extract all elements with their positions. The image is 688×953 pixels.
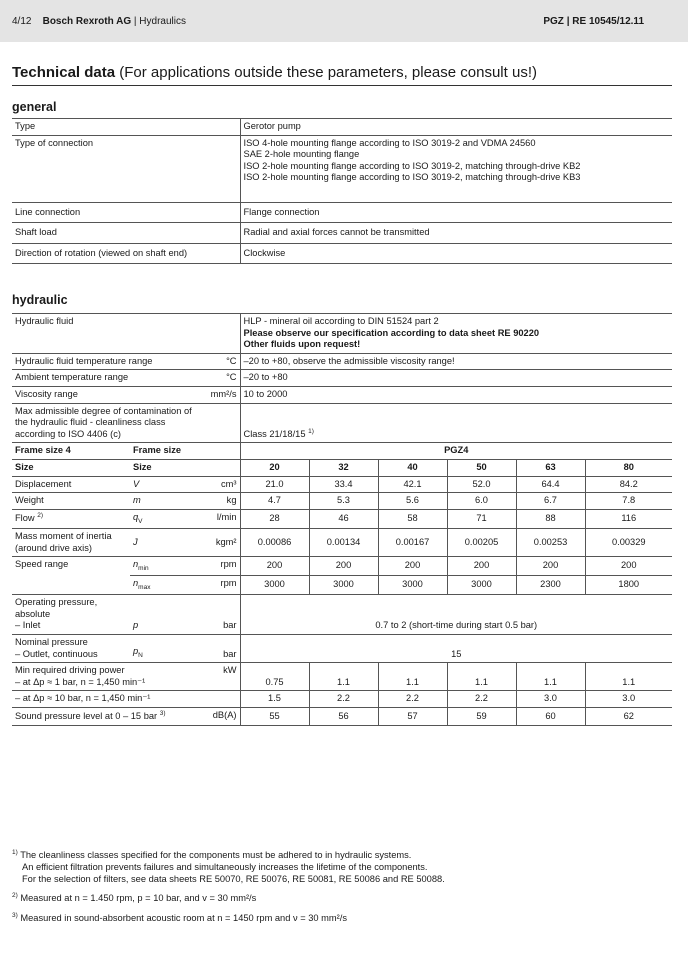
row-label <box>12 387 240 404</box>
contam-line: Max admissible degree of contamination of <box>15 405 192 416</box>
table-row <box>12 223 672 244</box>
title-rule <box>12 85 672 86</box>
row-label <box>12 663 240 691</box>
value-cell: 0.00205 <box>447 528 516 556</box>
value-cell: 200 <box>309 557 378 576</box>
table-row <box>12 509 672 528</box>
unit: °C <box>226 372 237 383</box>
row-value: –20 to +80 <box>240 370 672 387</box>
value-cell: 3.0 <box>516 691 585 708</box>
sym-sub: V <box>138 517 143 525</box>
value-cell: 0.00329 <box>585 528 672 556</box>
value-cell: 60 <box>516 707 585 725</box>
table-row <box>12 663 672 691</box>
label: – Inlet <box>15 620 41 631</box>
value-cell: 7.8 <box>585 493 672 510</box>
value-cell: 0.00253 <box>516 528 585 556</box>
table-row <box>12 493 672 510</box>
connection-line: ISO 2-hole mounting flange according to ISO 3019-2, matching through-drive KB3 <box>243 172 581 183</box>
value-cell: 200 <box>240 557 309 576</box>
value-cell: 3000 <box>309 576 378 595</box>
contam-value: Class 21/18/15 <box>243 428 306 439</box>
footnote-ref: 1) <box>308 427 314 435</box>
table-row <box>12 460 672 477</box>
table-row <box>12 595 672 635</box>
connection-line: ISO 2-hole mounting flange according to ISO 3019-2, matching through-drive KB2 <box>243 160 581 171</box>
value-cell: 46 <box>309 509 378 528</box>
row-value <box>240 135 672 202</box>
value-cell: 200 <box>447 557 516 576</box>
value-cell: 71 <box>447 509 516 528</box>
size-cell: 80 <box>585 460 672 477</box>
value-cell: 1800 <box>585 576 672 595</box>
value-cell: 0.00134 <box>309 528 378 556</box>
footnote-line: The cleanliness classes specified for the components must be adhered to in hydraulic systems. <box>20 850 412 861</box>
title-rest: (For applications outside these parameters, please consult us!) <box>115 64 537 81</box>
row-sym <box>130 557 198 576</box>
value-cell: 5.3 <box>309 493 378 510</box>
footnote-line: An efficient filtration prevents failures and simultaneously increases the lifetime of the components. <box>22 862 428 873</box>
row-unit: rpm <box>198 576 240 595</box>
contam-line: according to ISO 4406 (c) <box>15 428 121 439</box>
value-cell: 88 <box>516 509 585 528</box>
footnote <box>12 912 672 924</box>
value-cell: 28 <box>240 509 309 528</box>
value-cell: 1.1 <box>378 663 447 691</box>
row-unit: kg <box>198 493 240 510</box>
row-label: Type of connection <box>12 135 240 202</box>
row-sym <box>130 476 198 493</box>
label: Min required driving power <box>15 665 125 676</box>
row-label: Line connection <box>12 202 240 223</box>
row-value <box>240 314 672 354</box>
table-row <box>12 135 672 202</box>
connection-line: SAE 2-hole mounting flange <box>243 149 360 160</box>
sym-sub: min <box>138 564 149 572</box>
value-cell: 3000 <box>447 576 516 595</box>
value-cell: 3.0 <box>585 691 672 708</box>
value-cell: 52.0 <box>447 476 516 493</box>
row-label <box>12 707 240 725</box>
table-row <box>12 119 672 136</box>
footnote <box>12 849 672 885</box>
table-row <box>12 476 672 493</box>
sym: n <box>133 578 139 589</box>
page-number: 4/12 <box>12 16 32 27</box>
nom-value: 15 <box>240 634 672 662</box>
section-general: general <box>12 100 57 114</box>
footnote-mark: 1) <box>12 849 18 856</box>
unit: °C <box>226 355 237 366</box>
size-cell: 63 <box>516 460 585 477</box>
value-cell: 200 <box>378 557 447 576</box>
value-cell: 1.1 <box>309 663 378 691</box>
row-unit: cm³ <box>198 476 240 493</box>
footnote-line: For the selection of filters, see data sheets RE 50070, RE 50076, RE 50081, RE 50086 and RE 50088. <box>22 874 445 885</box>
row-label: Displacement <box>12 476 130 493</box>
table-row <box>12 443 672 460</box>
footnote <box>12 892 672 904</box>
table-row <box>12 370 672 387</box>
value-cell: 64.4 <box>516 476 585 493</box>
sym: n <box>133 559 139 570</box>
table-row <box>12 707 672 725</box>
row-label: Hydraulic fluid <box>12 314 240 354</box>
hydraulic-table <box>12 313 672 726</box>
footnote-line: Measured at n = 1.450 rpm, p = 10 bar, and v = 30 mm²/s <box>20 893 257 904</box>
value-cell: 55 <box>240 707 309 725</box>
row-sym <box>130 576 198 595</box>
value-cell: 1.1 <box>516 663 585 691</box>
value-cell: 116 <box>585 509 672 528</box>
row-label <box>12 595 130 635</box>
label: Operating pressure, <box>15 597 98 608</box>
table-row <box>12 576 672 595</box>
fluid-line: Please observe our specification according to data sheet RE 90220 <box>243 327 540 338</box>
unit: mm²/s <box>210 389 237 400</box>
value-cell: 1.5 <box>240 691 309 708</box>
row-sym <box>130 634 198 662</box>
row-label: Direction of rotation (viewed on shaft end) <box>12 243 240 264</box>
sym: p <box>133 620 139 631</box>
row-value: Flange connection <box>240 202 672 223</box>
value-cell: 200 <box>516 557 585 576</box>
value-cell: 2.2 <box>309 691 378 708</box>
row-label: Speed range <box>12 557 130 576</box>
label: Nominal pressure <box>15 636 88 647</box>
row-label <box>12 509 130 528</box>
company-name: Bosch Rexroth AG <box>42 16 132 27</box>
connection-line: ISO 4-hole mounting flange according to ISO 3019-2 and VDMA 24560 <box>243 137 536 148</box>
sym-sub: N <box>138 652 143 660</box>
row-label: Shaft load <box>12 223 240 244</box>
sym-sub: max <box>138 583 151 591</box>
value-cell: 4.7 <box>240 493 309 510</box>
value-cell: 2.2 <box>447 691 516 708</box>
value-cell: 0.00086 <box>240 528 309 556</box>
footnote-line: Measured in sound-absorbent acoustic room at n = 1450 rpm and ν = 30 mm²/s <box>20 912 347 923</box>
sym: V <box>133 478 140 489</box>
row-label <box>12 353 240 370</box>
size-cell: 40 <box>378 460 447 477</box>
title-bold: Technical data <box>12 64 116 81</box>
value-cell: 42.1 <box>378 476 447 493</box>
size-cell: 50 <box>447 460 516 477</box>
value-cell: 3000 <box>378 576 447 595</box>
value-cell: 0.75 <box>240 663 309 691</box>
row-label <box>12 370 240 387</box>
general-table <box>12 118 672 264</box>
value-cell: 21.0 <box>240 476 309 493</box>
size-label: Size <box>12 460 130 477</box>
table-row <box>12 353 672 370</box>
row-unit: l/min <box>198 509 240 528</box>
sym: q <box>133 511 139 522</box>
value-cell: 84.2 <box>585 476 672 493</box>
value-cell: 2300 <box>516 576 585 595</box>
value-cell: 2.2 <box>378 691 447 708</box>
size-cell: 32 <box>309 460 378 477</box>
footnote-ref: 3) <box>159 709 166 717</box>
row-sym <box>130 595 198 635</box>
value-cell: 57 <box>378 707 447 725</box>
value-cell: 200 <box>585 557 672 576</box>
label: Ambient temperature range <box>15 372 129 383</box>
frame-sym: Frame size <box>130 443 240 460</box>
label: – Outlet, continuous <box>15 648 98 659</box>
value-cell: 33.4 <box>309 476 378 493</box>
label: Mass moment of inertia <box>15 530 112 541</box>
page-header <box>0 0 688 42</box>
document-number: PGZ | RE 10545/12.11 <box>543 16 644 27</box>
contam-line: the hydraulic fluid - cleanliness class <box>15 417 166 428</box>
value-cell: 3000 <box>240 576 309 595</box>
value-cell: 62 <box>585 707 672 725</box>
table-row <box>12 387 672 404</box>
label: Flow <box>15 513 35 524</box>
row-label <box>12 403 240 443</box>
footnote-mark: 3) <box>12 911 18 919</box>
header-left <box>12 16 186 27</box>
op-value: 0.7 to 2 (short-time during start 0.5 bar) <box>240 595 672 635</box>
section-hydraulic: hydraulic <box>12 293 68 307</box>
row-unit: kgm² <box>198 528 240 556</box>
frame-value: PGZ4 <box>240 443 672 460</box>
value-cell: 1.1 <box>447 663 516 691</box>
value-cell: 0.00167 <box>378 528 447 556</box>
table-row <box>12 691 672 708</box>
row-label <box>12 634 130 662</box>
footnote-ref: 2) <box>37 511 44 519</box>
value-cell: 5.6 <box>378 493 447 510</box>
value-cell: 59 <box>447 707 516 725</box>
label: Viscosity range <box>15 389 78 400</box>
row-value: 10 to 2000 <box>240 387 672 404</box>
sym: J <box>133 536 138 547</box>
footnote-mark: 2) <box>12 892 18 900</box>
value-cell: 58 <box>378 509 447 528</box>
fluid-line: HLP - mineral oil according to DIN 51524 part 2 <box>243 316 439 326</box>
value-cell: 1.1 <box>585 663 672 691</box>
row-value: Radial and axial forces cannot be transmitted <box>240 223 672 244</box>
value-cell: 56 <box>309 707 378 725</box>
page-title <box>12 64 537 81</box>
unit: dB(A) <box>212 709 237 720</box>
row-value: Clockwise <box>240 243 672 264</box>
table-row <box>12 243 672 264</box>
row-label: Weight <box>12 493 130 510</box>
row-sym <box>130 493 198 510</box>
label: Sound pressure level at 0 – 15 bar <box>15 711 158 722</box>
size-cell: 20 <box>240 460 309 477</box>
table-row <box>12 403 672 443</box>
row-sym <box>130 528 198 556</box>
value-cell: 6.7 <box>516 493 585 510</box>
row-label: Type <box>12 119 240 136</box>
row-unit: bar <box>198 634 240 662</box>
row-sym <box>130 509 198 528</box>
size-sym: Size <box>130 460 240 477</box>
table-row <box>12 314 672 354</box>
table-row <box>12 528 672 556</box>
row-value: Gerotor pump <box>240 119 672 136</box>
frame-label: Frame size 4 <box>12 443 130 460</box>
sym: m <box>133 495 141 506</box>
division: | Hydraulics <box>133 16 186 27</box>
label: Hydraulic fluid temperature range <box>15 355 153 366</box>
table-row <box>12 557 672 576</box>
row-label <box>12 576 130 595</box>
row-value: –20 to +80, observe the admissible viscosity range! <box>240 353 672 370</box>
row-label <box>12 528 130 556</box>
value-cell: 6.0 <box>447 493 516 510</box>
label: absolute <box>15 608 51 619</box>
footnotes <box>12 849 672 931</box>
table-row <box>12 202 672 223</box>
row-value <box>240 403 672 443</box>
table-row <box>12 634 672 662</box>
label: – at Δp ≈ 1 bar, n = 1,450 min⁻¹ <box>15 676 146 687</box>
sym: p <box>133 646 139 657</box>
row-unit: bar <box>198 595 240 635</box>
fluid-line: Other fluids upon request! <box>243 339 361 350</box>
label: (around drive axis) <box>15 542 92 553</box>
row-label: – at Δp ≈ 10 bar, n = 1,450 min⁻¹ <box>12 691 240 708</box>
row-unit: rpm <box>198 557 240 576</box>
unit: kW <box>223 665 237 676</box>
